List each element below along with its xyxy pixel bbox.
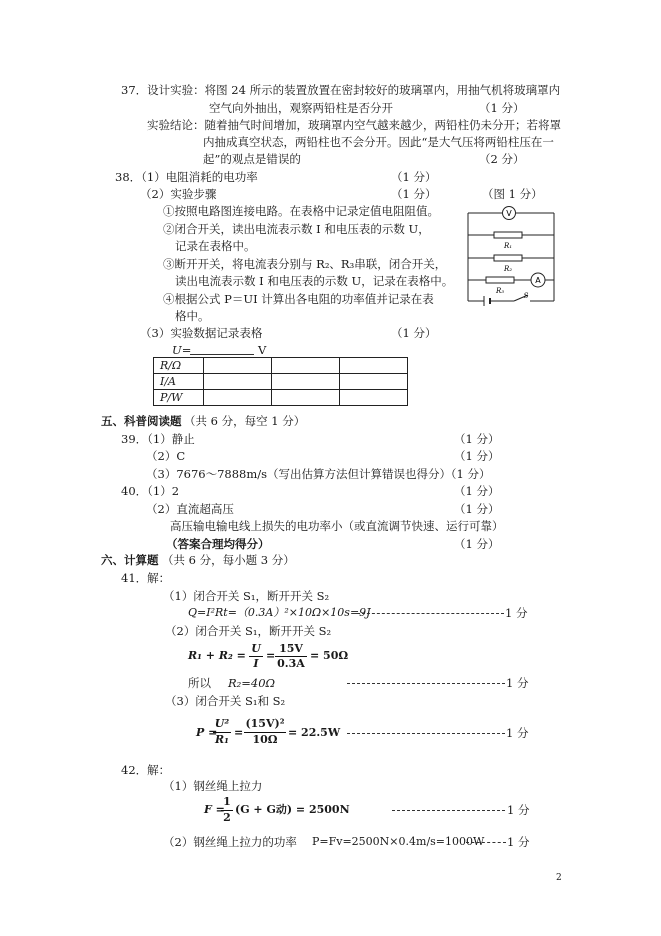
row-header: P/W [154, 390, 204, 406]
table-row [154, 390, 408, 406]
q42-part2: （2）钢丝绳上拉力的功率 [163, 835, 297, 849]
q41-part3-u2: U² [214, 717, 230, 730]
q38-part3-score: （1 分） [391, 326, 437, 340]
q39-1: 39．（1）静止 [121, 432, 195, 446]
q37-line3: 实验结论：随着抽气时间增加，玻璃罩内空气越来越少，两铅柱仍未分开；若将罩 [147, 118, 561, 132]
q37-line5-score: （2 分） [479, 152, 525, 166]
table-row [154, 358, 408, 374]
section6-note: （共 6 分，每小题 3 分） [162, 553, 295, 567]
q41-part2-lhs: R₁ + R₂ = [188, 649, 246, 662]
voltmeter-label: V [506, 209, 512, 218]
q38-step3a: ③断开开关，将电流表分别与 R₂、R₃串联，闭合开关， [163, 257, 447, 271]
leader-line [392, 810, 505, 811]
row-header: I/A [154, 374, 204, 390]
q39-3-score: （1 分） [445, 467, 491, 481]
q41-part2-mark: 1 分 [506, 676, 529, 690]
q37-line2: 空气向外抽出，观察两铅柱是否分开 [209, 101, 393, 115]
q41-part3-num: (15V)² [245, 717, 285, 730]
q42-part1-rest: (G + G动) = 2500N [235, 803, 350, 816]
q38-part3: （3）实验数据记录表格 [140, 326, 263, 340]
section6-title: 六、计算题 [101, 553, 159, 567]
leader-line [357, 613, 504, 614]
leader-line [347, 683, 505, 684]
q41-part2-u: U [251, 642, 261, 655]
q41-part1-formula: Q=I²Rt=（0.3A）²×10Ω×10s=9J [188, 606, 371, 619]
q42-heading: 42．解： [121, 763, 171, 777]
q38-step3b: 读出电流表示数 I 和电压表的示数 U，记录在表格中。 [175, 274, 454, 288]
row-header: R/Ω [154, 358, 204, 374]
q42-part2-mark: 1 分 [507, 835, 530, 849]
q37-line1: 37．设计实验：将图 24 所示的装置放置在密封较好的玻璃罩内，用抽气机将玻璃罩内 [121, 83, 561, 97]
r1-label: R₁ [503, 242, 513, 250]
q39-2-score: （1 分） [454, 449, 500, 463]
q42-part2-formula: P=Fv=2500N×0.4m/s=1000W [312, 835, 485, 848]
q39-2: （2）C [146, 449, 186, 463]
q41-part2: （2）闭合开关 S₁，断开开关 S₂ [165, 624, 332, 638]
record-table [153, 357, 408, 406]
u-unit: V [258, 343, 267, 357]
q41-part3-r1: R₁ [215, 733, 229, 746]
table-row [154, 374, 408, 390]
q38-step2a: ②闭合开关，读出电流表示数 I 和电压表的示数 U， [163, 222, 430, 236]
q42-part1-mark: 1 分 [507, 803, 530, 817]
r3-label: R₃ [495, 287, 505, 295]
leader-line [466, 842, 506, 843]
circuit-diagram [462, 205, 566, 309]
q42-part1-den: 2 [223, 811, 231, 824]
q37-line2-score: （1 分） [479, 101, 525, 115]
section5-note: （共 6 分，每空 1 分） [184, 414, 306, 428]
q40-4-score: （1 分） [454, 537, 500, 551]
q41-part2-res: = 50Ω [310, 649, 349, 662]
q40-2: （2）直流超高压 [146, 502, 234, 516]
q41-part3-den: 10Ω [252, 733, 278, 746]
q41-part3-lhs: P = [196, 726, 218, 739]
q38-step2b: 记录在表格中。 [175, 239, 256, 253]
section5-title: 五、科普阅读题 [101, 414, 182, 428]
q38-figure-score: （图 1 分） [482, 187, 543, 201]
q38-part2-score: （1 分） [391, 187, 437, 201]
q39-3: （3）7676～7888m/s（写出估算方法但计算错误也得分） [146, 467, 452, 481]
q38-part1: 38．（1）电阻消耗的电功率 [115, 170, 258, 184]
q42-part1: （1）钢丝绳上拉力 [163, 779, 263, 793]
u-blank [190, 354, 254, 355]
q40-1-score: （1 分） [454, 484, 500, 498]
q41-so-value: R₂=40Ω [228, 676, 276, 690]
ammeter-label: A [535, 276, 541, 285]
q41-part2-den: 0.3A [277, 657, 305, 670]
q41-part3: （3）闭合开关 S₁和 S₂ [165, 694, 286, 708]
q41-part2-num: 15V [279, 642, 303, 655]
q41-so-label: 所以 [188, 676, 211, 690]
q41-part3-mark: 1 分 [506, 726, 529, 740]
q40-3: 高压输电输电线上损失的电功率小（或直流调节快速、运行可靠） [170, 519, 504, 533]
u-label: U= [172, 343, 192, 357]
q41-part3-res: = 22.5W [288, 726, 341, 739]
r2-label: R₂ [503, 265, 513, 273]
leader-line [347, 733, 505, 734]
q40-1: 40．（1）2 [121, 484, 180, 498]
q40-4: （答案合理均得分） [166, 537, 270, 551]
switch-label: S [523, 292, 529, 300]
q38-step4a: ④根据公式 P＝UI 计算出各电阻的功率值并记录在表 [163, 292, 434, 306]
q41-part1: （1）闭合开关 S₁，断开开关 S₂ [163, 589, 330, 603]
q42-part1-num: 1 [223, 795, 231, 808]
q38-part2: （2）实验步骤 [140, 187, 217, 201]
q41-part2-i: I [253, 657, 259, 670]
q42-part1-lhs: F = [204, 803, 225, 816]
q41-heading: 41．解： [121, 571, 171, 585]
q37-line5: 起”的观点是错误的 [203, 152, 301, 166]
page-number: 2 [556, 873, 562, 883]
q37-line4: 内抽成真空状态，两铅柱也不会分开。因此“是大气压将两铅柱压在一 [203, 135, 554, 149]
q38-step4b: 格中。 [175, 309, 210, 323]
q41-part1-mark: 1 分 [505, 606, 528, 620]
q40-2-score: （1 分） [454, 502, 500, 516]
q38-part1-score: （1 分） [391, 170, 437, 184]
q38-step1: ①按照电路图连接电路。在表格中记录定值电阻阻值。 [163, 204, 439, 218]
q39-1-score: （1 分） [454, 432, 500, 446]
